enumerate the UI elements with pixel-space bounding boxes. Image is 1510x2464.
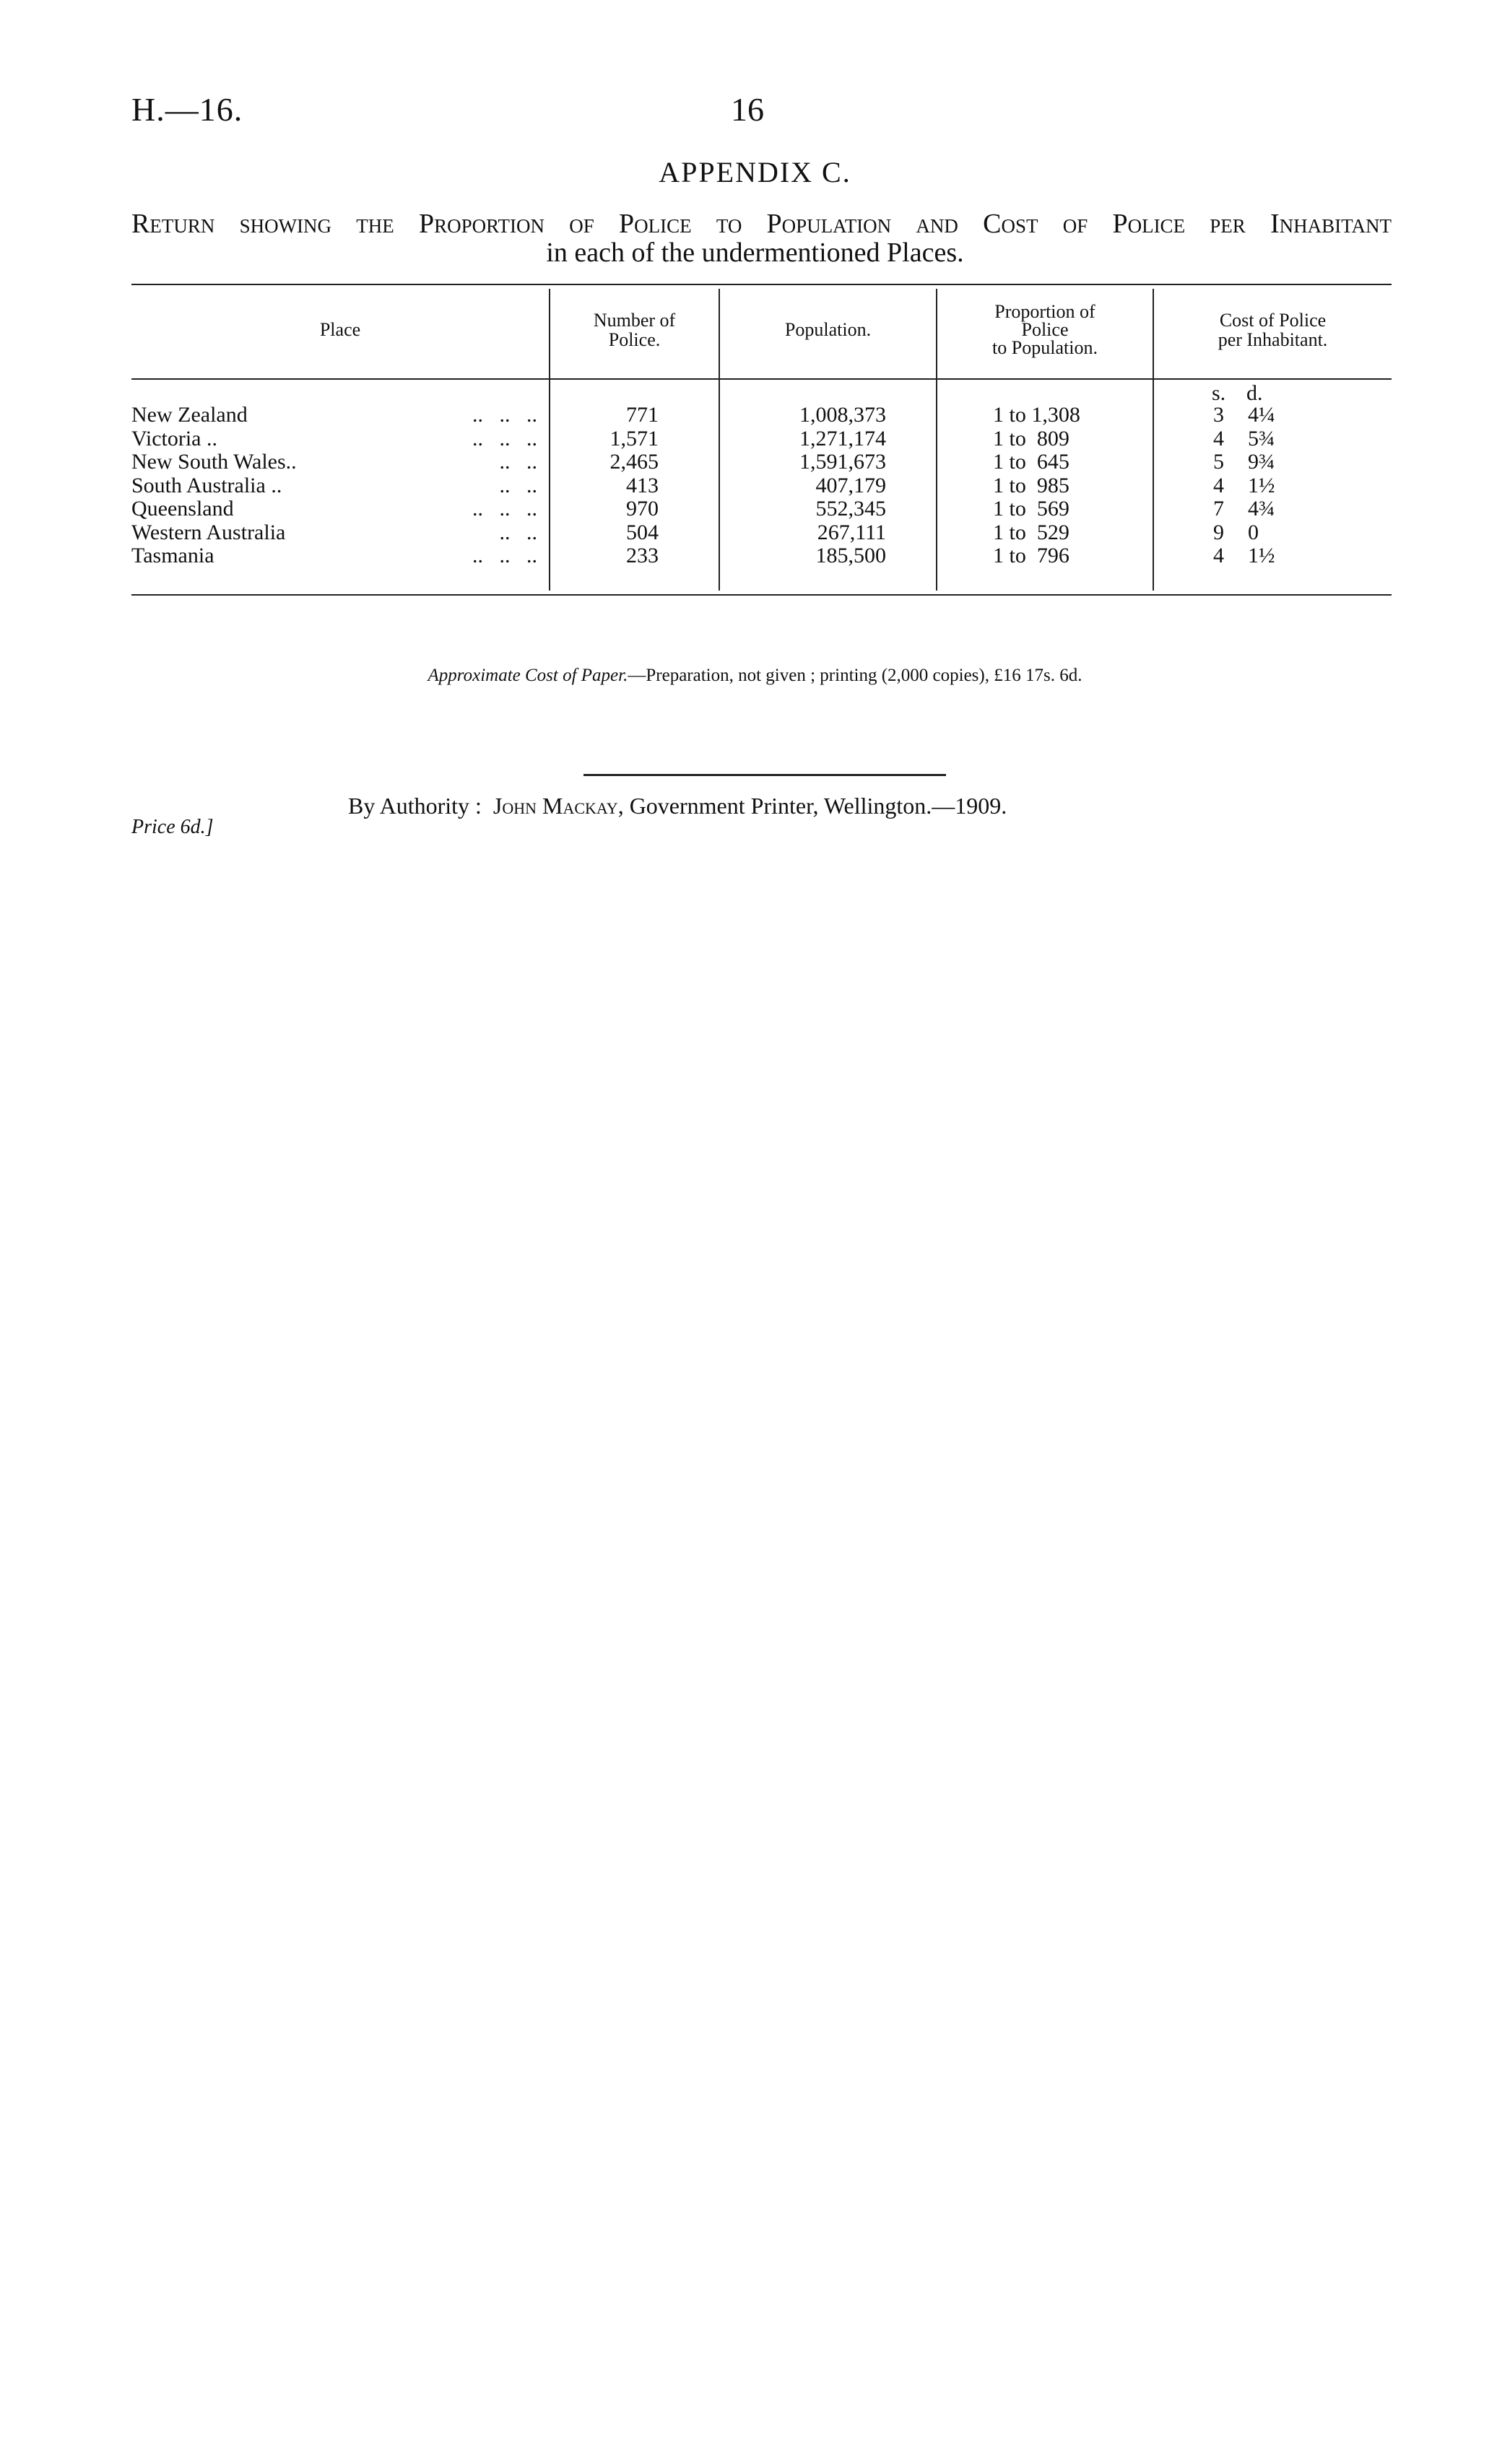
population-value: 185,500 [815, 544, 886, 567]
dot-leaders: .. .. [499, 450, 537, 474]
population-value: 1,271,174 [799, 427, 886, 450]
note-text: —Preparation, not given ; printing (2,000 copies), £16 17s. 6d. [628, 666, 1082, 685]
cost-pence: 1½ [1248, 544, 1275, 567]
header-number-of-police: Number of Police. [593, 310, 676, 350]
police-count: 2,465 [609, 450, 659, 474]
authority-line: By Authority : John Mackay, Government Printer, Wellington.—1909. [348, 793, 1007, 819]
dot-leaders: .. .. [499, 521, 537, 544]
police-count: 504 [626, 521, 659, 544]
header-proportion: Proportion of Police to Population. [992, 301, 1098, 358]
population-value: 552,345 [815, 497, 886, 521]
proportion-value: 1 to 985 [993, 474, 1069, 497]
dot-leaders: .. .. .. [472, 544, 537, 567]
table-row-place [131, 403, 543, 427]
table-row-place [131, 521, 543, 544]
header-cost-per-inhabitant: Cost of Police per Inhabitant. [1218, 310, 1328, 350]
proportion-value: 1 to 1,308 [993, 403, 1080, 427]
place-name: Victoria .. [131, 427, 217, 450]
table-bottom-rule [131, 594, 1392, 596]
population-value: 267,111 [817, 521, 886, 544]
cost-pence: 5¾ [1248, 427, 1275, 450]
cost-shillings-unit: s. [1212, 381, 1226, 405]
table-row-place [131, 497, 543, 521]
place-name: Tasmania [131, 544, 214, 567]
document-reference: H.—16. [131, 91, 243, 128]
cost-shillings: 4 [1213, 544, 1224, 567]
population-value: 407,179 [815, 474, 886, 497]
cost-shillings: 4 [1213, 474, 1224, 497]
table-row-place [131, 544, 543, 567]
police-count: 1,571 [609, 427, 659, 450]
place-name: New Zealand [131, 403, 248, 427]
cost-of-paper-note [0, 666, 1510, 686]
place-name: Western Australia [131, 521, 286, 544]
appendix-heading: APPENDIX C. [659, 156, 851, 188]
note-label: Approximate Cost of Paper. [428, 666, 628, 685]
proportion-value: 1 to 645 [993, 450, 1069, 474]
table-title-line-2: in each of the undermentioned Places. [546, 238, 964, 268]
table-row-place [131, 427, 543, 450]
police-count: 970 [626, 497, 659, 521]
proportion-value: 1 to 809 [993, 427, 1069, 450]
header-population: Population. [784, 319, 872, 340]
place-name: Queensland [131, 497, 234, 521]
header-place: Place [319, 319, 361, 340]
cost-shillings: 7 [1213, 497, 1224, 521]
police-count: 233 [626, 544, 659, 567]
police-count: 771 [626, 403, 659, 427]
page-number: 16 [731, 91, 764, 128]
closing-rule [583, 774, 946, 776]
table-header-rule [131, 378, 1392, 380]
dot-leaders: .. .. .. [472, 497, 537, 521]
table-row-place [131, 450, 543, 474]
proportion-value: 1 to 569 [993, 497, 1069, 521]
dot-leaders: .. .. .. [472, 427, 537, 450]
cost-pence: 0 [1248, 521, 1259, 544]
price-label: Price 6d.] [131, 816, 214, 838]
cost-shillings: 5 [1213, 450, 1224, 474]
cost-pence-unit: d. [1246, 381, 1263, 405]
cost-pence: 4¾ [1248, 497, 1275, 521]
cost-pence: 4¼ [1248, 403, 1275, 427]
cost-pence: 9¾ [1248, 450, 1275, 474]
place-name: New South Wales.. [131, 450, 297, 474]
dot-leaders: .. .. [499, 474, 537, 497]
cost-shillings: 9 [1213, 521, 1224, 544]
population-value: 1,008,373 [799, 403, 886, 427]
proportion-value: 1 to 796 [993, 544, 1069, 567]
population-value: 1,591,673 [799, 450, 886, 474]
cost-shillings: 4 [1213, 427, 1224, 450]
proportion-value: 1 to 529 [993, 521, 1069, 544]
cost-pence: 1½ [1248, 474, 1275, 497]
table-title-line-1: Return showing the Proportion of Police to Population and Cost of Police per Inhabitant [131, 209, 1392, 239]
dot-leaders: .. .. .. [472, 403, 537, 427]
table-top-rule [131, 284, 1392, 285]
police-count: 413 [626, 474, 659, 497]
place-name: South Australia .. [131, 474, 282, 497]
printer-name: John Mackay [493, 793, 618, 819]
table-row-place [131, 474, 543, 497]
cost-shillings: 3 [1213, 403, 1224, 427]
